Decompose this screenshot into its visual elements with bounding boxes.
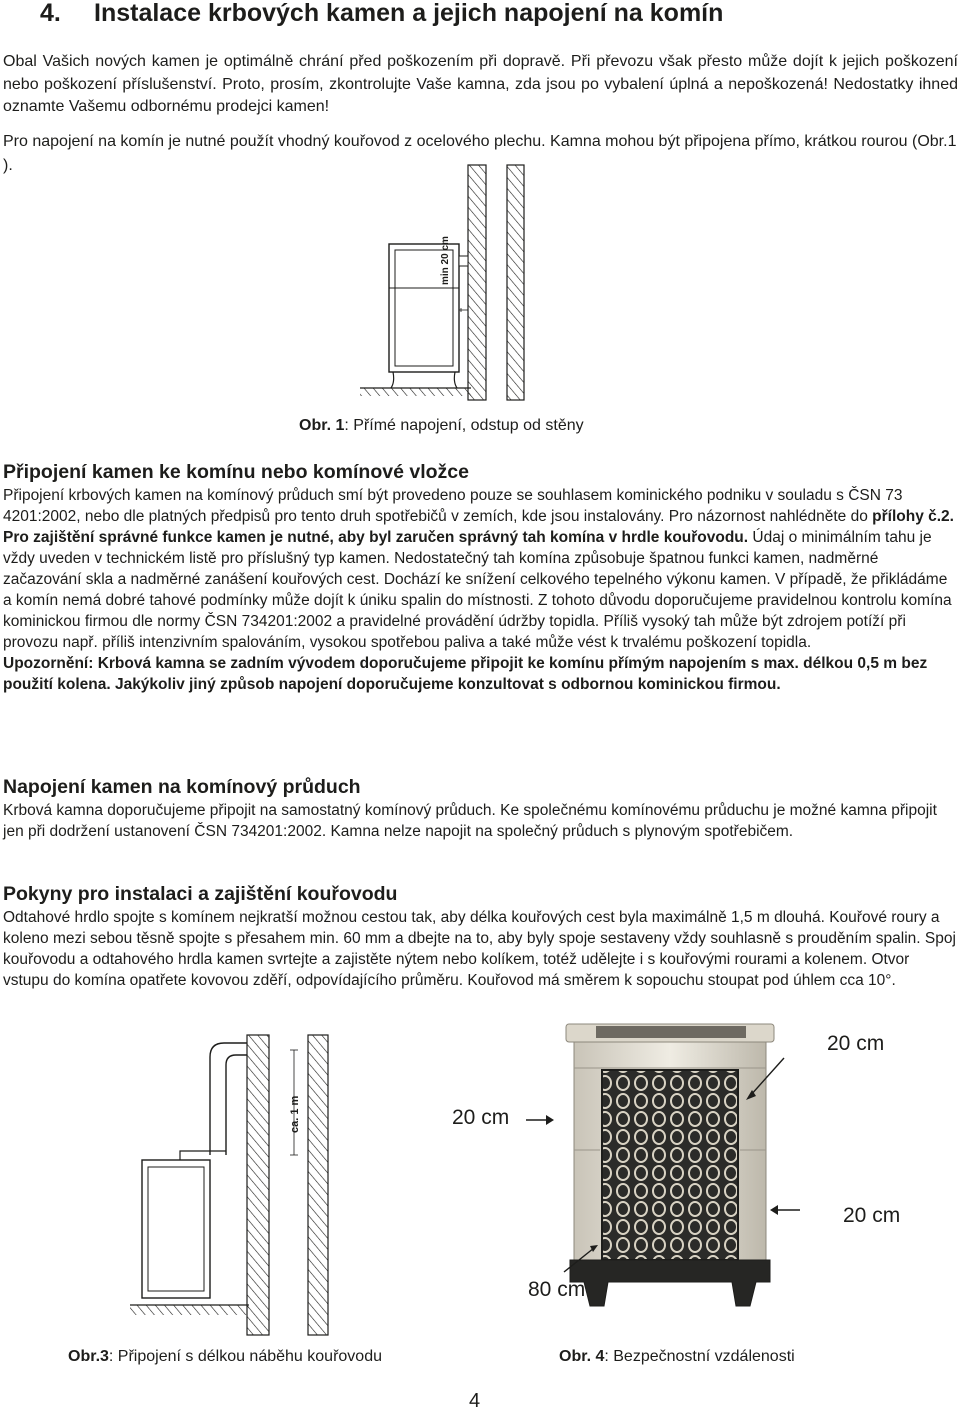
chapter-number: 4. [40, 0, 61, 27]
figure-3-rising-flue-diagram [130, 1025, 360, 1345]
figure-3-dimension-label: ca. 1 m [289, 1095, 301, 1133]
chapter-title: Instalace krbových kamen a jejich napojení na komín [94, 0, 724, 27]
section-1-bold-statement: Pro zajištění správné funkce kamen je nutné, aby byl zaručen správný tah komína v hrdle kouřovodu. [3, 529, 749, 546]
section-heading-installation-instructions: Pokyny pro instalaci a zajištění kouřovodu [3, 883, 398, 905]
intro-paragraph-2: Pro napojení na komín je nutné použít vhodný kouřovod z ocelového plechu. Kamna mohou být připojena přímo, krátkou rourou (Obr.1 ). [3, 133, 957, 174]
figure-4-distance-front: 80 cm [528, 1278, 586, 1301]
figure-1-caption: Obr. 1: Přímé napojení, odstup od stěny [299, 417, 584, 434]
figure-4-distance-left: 20 cm [452, 1106, 510, 1129]
section-1-paragraph-1: Připojení krbových kamen na komínový průduch smí být provedeno pouze se souhlasem kominického podniku v souladu s ČSN 73 4201:2002, nebo dle platných předpisů pro tento druh spotřebičů v zemích, kde jsou instalovány. Pro názornost nahlédněte do [3, 487, 903, 525]
section-1-paragraph-2: Údaj o minimálním tahu je vždy uveden v technickém listě pro příslušný typ kamen. Nedostatečný tah komína způsobuje špatnou funkci kamen, nadměrné začazování skla a nadměrné zanášení kouřových cest. Dochází ke snížení celkového tepelného výkonu kamen. V případě, že přikládáme a komín nemá dobré tahové podmínky může dojít k úniku spalin do místnosti. Z tohoto důvodu doporučujeme pravidelnou kontrolu komína kominickou firmou dle normy ČSN 734201:2002 a pravidelné provádění údržby topidla. Příliš vysoký tah může být zdrojem potíží při provozu např. příliš intenzivním spalováním, vysokou spotřebou paliva a také může vést k trvalému poškození topidla. [3, 529, 952, 651]
figure-1-dimension-label: min 20 cm [440, 236, 451, 285]
figure-4-distance-arrows [520, 1030, 830, 1300]
section-2-paragraph: Krbová kamna doporučujeme připojit na samostatný komínový průduch. Ke společnému komínovému průduchu je možné kamna připojit jen při dodržení ustanovení ČSN 734201:2002. Kamna nelze napojit na společný průduch s plynovým spotřebičem. [3, 802, 937, 840]
figure-4-caption: Obr. 4: Bezpečnostní vzdálenosti [559, 1348, 795, 1365]
figure-4-distance-right: 20 cm [843, 1204, 901, 1227]
section-heading-flue-connection: Napojení kamen na komínový průduch [3, 776, 361, 798]
intro-paragraph-1: Obal Vašich nových kamen je optimálně chrání před poškozením při dopravě. Při převozu však přesto může dojít k jejich poškození nebo poškození příslušenství. Proto, prosím, zkontrolujte Vaše kamna, zda jsou po vybalení úplná a nepoškozená! Nedostatky ihned oznamte Vašemu odbornému prodejci kamen! [3, 53, 958, 115]
section-3-paragraph: Odtahové hrdlo spojte s komínem nejkratší možnou cestou tak, aby délka kouřových cest byla maximálně 1,5 m dlouhá. Kouřové roury a koleno mezi sebou těsně spojte s přesahem min. 60 mm a dbejte na to, aby byly spoje sestaveny vždy souhlasně s prouděním spalin. Spoj kouřovodu a odtahového hrdla kamen svrtejte a zajistěte nýtem nebo kolíkem, totéž udělejte i s kouřovými rourami a kolenem. Otvor vstupu do komína opatřete kovovou zděří, odpovídajícího průměru. Kouřovod má směrem k sopouchu stoupat pod úhlem cca 10°. [3, 909, 956, 989]
figure-3-caption: Obr.3: Připojení s délkou náběhu kouřovodu [68, 1348, 382, 1365]
appendix-reference: přílohy č.2. [872, 508, 954, 525]
section-1-warning: Upozornění: Krbová kamna se zadním vývodem doporučujeme připojit ke komínu přímým napojením s max. délkou 0,5 m bez použití kolena. Jakýkoliv jiný způsob napojení doporučujeme konzultovat s odbornou kominickou firmou. [3, 655, 928, 693]
page-number: 4 [469, 1390, 481, 1412]
page-title [40, 0, 940, 28]
figure-1-direct-connection-diagram [355, 160, 595, 410]
section-1-body [3, 485, 958, 695]
figure-4-distance-top: 20 cm [827, 1032, 885, 1055]
section-heading-chimney-connection: Připojení kamen ke komínu nebo komínové vložce [3, 461, 469, 483]
